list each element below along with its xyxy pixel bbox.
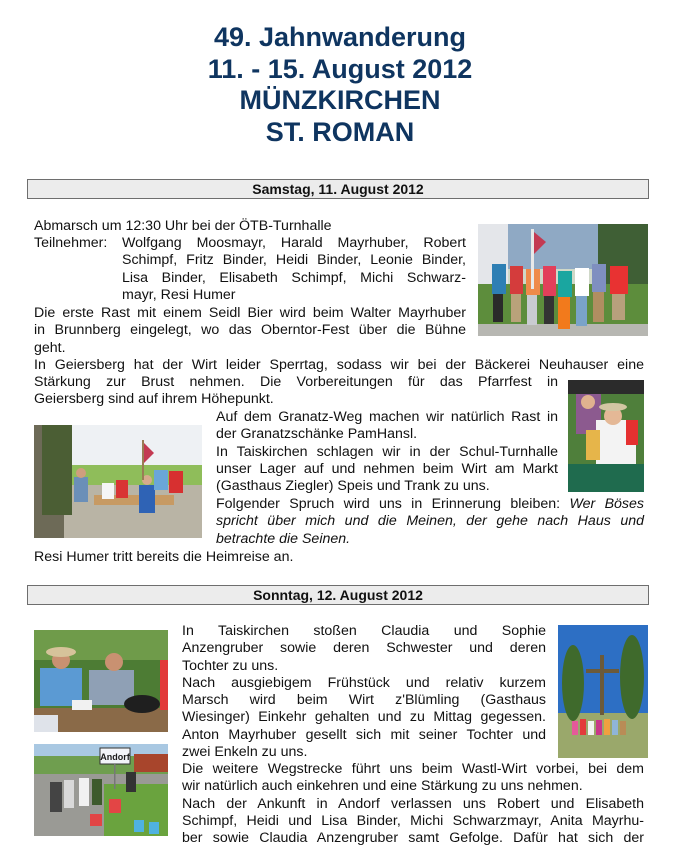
text-line: Marsch wird beim Wirt z'Blümling (Gasthaus [182, 692, 546, 709]
text-line: wir natürlich auch einkehren und eine Stärkung zu uns nehmen. [182, 778, 583, 795]
text-line: In Geiersberg hat der Wirt leider Sperrtag, sodass wir bei der Bäckerei Neuhauser eine [34, 357, 644, 373]
text-line: Schimpf, Heidi und Lisa Binder, Michi Schwarzmayr, Anita Mayrhu- [182, 812, 644, 829]
text-line: zwei Enkeln zu uns. [182, 744, 308, 761]
day1-heading: Samstag, 11. August 2012 [27, 179, 649, 199]
day2-heading: Sonntag, 12. August 2012 [27, 585, 649, 605]
title-line-dates: 11. - 15. August 2012 [207, 53, 473, 84]
day1-paragraph-first-rest [34, 305, 466, 357]
text-line: Stärkung zur Brust nehmen. Die Vorbereitungen für das Pfarrfest in [34, 374, 558, 390]
day2-paragraph-wastl [182, 761, 644, 847]
text-line: Die weitere Wegstrecke führt uns beim Wastl-Wirt vorbei, bei dem [182, 761, 644, 777]
text-line: Die erste Rast mit einem Seidl Bier wird beim Walter Mayrhuber [34, 305, 466, 321]
title-line-start-place: MÜNZKIRCHEN [239, 85, 441, 115]
group-photo-flag [478, 224, 648, 336]
text-line: geht. [34, 339, 66, 356]
participants-line: Wolfgang Moosmayr, Harald Mayrhuber, Robert [122, 235, 466, 251]
andorf-sign-text: Andorf [100, 752, 130, 762]
beer-photo [568, 380, 644, 492]
title-line-end-place: ST. ROMAN [265, 116, 415, 147]
participants-line: Schimpf, Fritz Binder, Heidi Binder, Leonie Binder, [122, 252, 466, 269]
text-line: Resi Humer tritt bereits die Heimreise an. [34, 549, 294, 565]
day1-granatz-text: Auf dem Granatz-Weg machen wir natürlich Rast in der Granatzschänke PamHansl. [216, 409, 558, 443]
day2-paragraph-taiskirchen [182, 623, 546, 761]
day1-start [34, 218, 474, 235]
participants-label: Teilnehmer: [34, 235, 108, 251]
document-title [0, 22, 680, 148]
saying-intro: Folgender Spruch wird uns in Erinnerung bleiben: [216, 496, 561, 512]
day1-taiskirchen-text: In Taiskirchen schlagen wir in der Schul-Turnhalle unser Lager auf und nehmen beim Wirt am Markt (Gasthaus Ziegler) Speis und Trank zu uns. [216, 443, 558, 495]
cafe-table-photo [34, 630, 168, 732]
participants-line: Lisa Binder, Elisabeth Schimpf, Michi Schwarz- [122, 269, 466, 286]
text-line: Nach ausgiebigem Frühstück und relativ kurzem [182, 674, 546, 691]
day1-start-text: Abmarsch um 12:30 Uhr bei der ÖTB-Turnhalle [34, 218, 332, 234]
text-line: ber sowie Claudia Anzengruber samt Gefolge. Dafür hat sich der [182, 830, 644, 847]
text-line: Wiesinger) Einkehr gehalten und zu Mittag gegessen. [182, 709, 546, 726]
participants-line: mayr, Resi Humer [122, 286, 236, 303]
day1-paragraph-geiersberg-cont [34, 374, 558, 409]
saying-quote: Wer Böses spricht über mich und die Meinen, der gehe nach Haus und betrachte die Seinen. [216, 496, 644, 547]
bench-rest-photo [34, 425, 202, 538]
text-line: Anton Mayrhuber gesellt sich mit seiner Tochter und [182, 726, 546, 743]
text-line: Nach der Ankunft in Andorf verlassen uns Robert und Elisabeth [182, 795, 644, 812]
text-line: Tochter zu uns. [182, 657, 279, 674]
andorf-sign-photo [34, 744, 168, 836]
text-line: In Taiskirchen stoßen Claudia und Sophie [182, 623, 546, 639]
day1-paragraph-resi [34, 549, 534, 566]
title-line-event: 49. Jahnwanderung [213, 22, 467, 52]
text-line: in Brunnberg eingelegt, wo das Oberntor-Fest über die Bühne [34, 322, 466, 339]
day1-participants [34, 235, 466, 304]
day1-paragraph-granatz [216, 409, 558, 495]
text-line: Anzengruber sowie deren Schwester und deren [182, 640, 546, 657]
day1-paragraph-geiersberg [34, 357, 644, 374]
text-line: Geiersberg sind auf ihrem Höhepunkt. [34, 391, 274, 408]
wayside-cross-photo [558, 625, 648, 758]
day1-paragraph-saying [216, 496, 644, 548]
